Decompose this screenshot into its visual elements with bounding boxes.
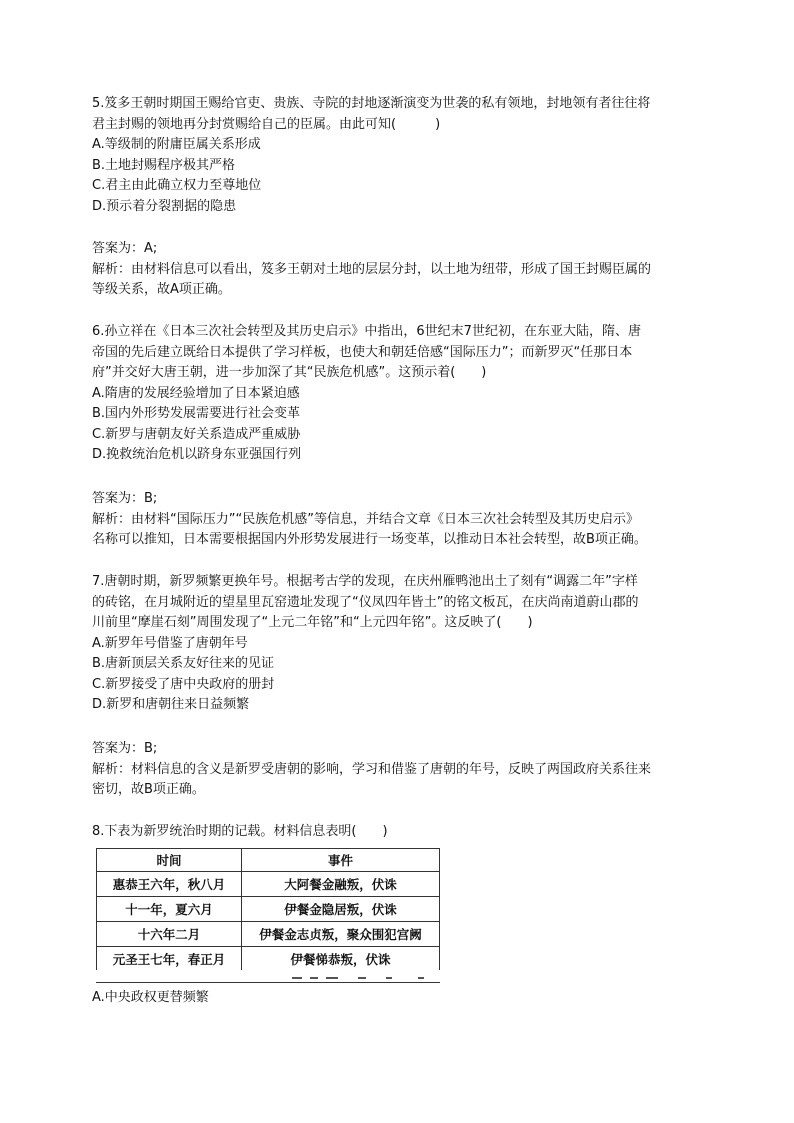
- q6-analysis-line-1: 解析：由材料“国际压力”“民族危机感”等信息，并结合文章《日本三次社会转型及其历史启示》: [92, 511, 639, 527]
- table-row: [97, 947, 440, 972]
- q6-answer: 答案为：B;: [92, 491, 158, 506]
- q6-option-c: C.新罗与唐朝友好关系造成严重威胁: [92, 426, 301, 442]
- question-7: [92, 572, 712, 716]
- table-cell-event: 伊餐金志贞叛，聚众围犯宫阙: [242, 922, 440, 947]
- events-table: [96, 848, 440, 972]
- table-header-event: 事件: [242, 849, 440, 872]
- q6-option-a: A.隋唐的发展经验增加了日本紧迫感: [92, 385, 300, 401]
- q5-option-b: B.土地封赐程序极其严格: [92, 157, 236, 173]
- answer-6: [92, 489, 712, 551]
- question-8-options: [92, 988, 712, 1009]
- q5-option-a: A.等级制的附庸臣属关系形成: [92, 137, 261, 152]
- table-row: [97, 872, 440, 897]
- q6-option-d: D.挽救统治危机以跻身东亚强国行列: [92, 447, 302, 462]
- table-cell-event: 伊餐金隐居叛，伏诛: [242, 897, 440, 922]
- q5-stem-line-2: 君主封赐的领地再分封赏赐给自己的臣属。由此可知( ): [92, 116, 441, 132]
- table-header-time: 时间: [97, 849, 242, 872]
- question-5: [92, 94, 712, 217]
- q6-stem-line-1: 6.孙立祥在《日本三次社会转型及其历史启示》中指出，6世纪末7世纪初，在东亚大陆，隋、唐: [92, 324, 641, 339]
- q6-analysis-line-2: 名称可以推知，日本需要根据国内外形势发展进行一场变革，以推动日本社会转型，故B项正确。: [92, 532, 647, 547]
- q5-option-c: C.君主由此确立权力至尊地位: [92, 178, 262, 193]
- table-cropped-edge: [96, 970, 440, 986]
- q7-analysis-line-1: 解析：材料信息的含义是新罗受唐朝的影响，学习和借鉴了唐朝的年号，反映了两国政府关系往来: [92, 761, 652, 777]
- q5-analysis-line-2: 等级关系，故A项正确。: [92, 282, 231, 297]
- question-8: [92, 822, 712, 843]
- table-header-row: [97, 849, 440, 872]
- table-cell-time: 十一年，夏六月: [97, 897, 242, 922]
- answer-7: [92, 739, 712, 801]
- table-cell-time: 十六年二月: [97, 922, 242, 947]
- q5-option-d: D.预示着分裂割据的隐患: [92, 198, 237, 214]
- q7-stem-line-3: 川前里“摩崖石刻”周围发现了“上元二年铭”和“上元四年铭”。这反映了( ): [92, 615, 533, 630]
- q7-option-b: B.唐新顶层关系友好往来的见证: [92, 656, 275, 671]
- q6-stem-line-2: 帝国的先后建立既给日本提供了学习样板，也使大和朝廷倍感“国际压力”；而新罗灭“任那日本: [92, 344, 633, 360]
- q7-option-d: D.新罗和唐朝往来日益频繁: [92, 697, 250, 712]
- q7-option-c: C.新罗接受了唐中央政府的册封: [92, 676, 275, 692]
- q8-stem: 8.下表为新罗统治时期的记载。材料信息表明( ): [92, 824, 388, 839]
- table-cell-event: 大阿餐金融叛，伏诛: [242, 872, 440, 897]
- q7-option-a: A.新罗年号借鉴了唐朝年号: [92, 635, 248, 651]
- q6-option-b: B.国内外形势发展需要进行社会变革: [92, 406, 301, 421]
- answer-5: [92, 239, 712, 301]
- q5-stem-line-1: 5.笈多王朝时期国王赐给官吏、贵族、寺院的封地逐渐演变为世袭的私有领地，封地领有者往往将: [92, 96, 651, 111]
- q6-stem-line-3: 府”并交好大唐王朝，进一步加深了其“民族危机感”。这预示着( ): [92, 365, 487, 380]
- q5-analysis-line-1: 解析：由材料信息可以看出，笈多王朝对土地的层层分封，以土地为纽带，形成了国王封赐臣属的: [92, 261, 652, 277]
- table-cell-event: 伊餐悌恭叛，伏诛: [242, 947, 440, 972]
- q7-analysis-line-2: 密切，故B项正确。: [92, 782, 205, 797]
- table-row: [97, 897, 440, 922]
- question-6: [92, 322, 712, 466]
- table-cell-time: 元圣王七年，春正月: [97, 947, 242, 972]
- q8-option-a: A.中央政权更替频繁: [92, 990, 209, 1005]
- table-row: [97, 922, 440, 947]
- q7-stem-line-1: 7.唐朝时期，新罗频繁更换年号。根据考古学的发现，在庆州雁鸭池出土了刻有“调露二年”字样: [92, 574, 638, 589]
- table-cell-time: 惠恭王六年，秋八月: [97, 872, 242, 897]
- q7-stem-line-2: 的砖铭，在月城附近的望星里瓦窑遗址发现了“仪凤四年皆土”的铭文板瓦，在庆尚南道蔚山郡的: [92, 594, 639, 610]
- q7-answer: 答案为：B;: [92, 741, 158, 756]
- q5-answer: 答案为：A;: [92, 241, 158, 256]
